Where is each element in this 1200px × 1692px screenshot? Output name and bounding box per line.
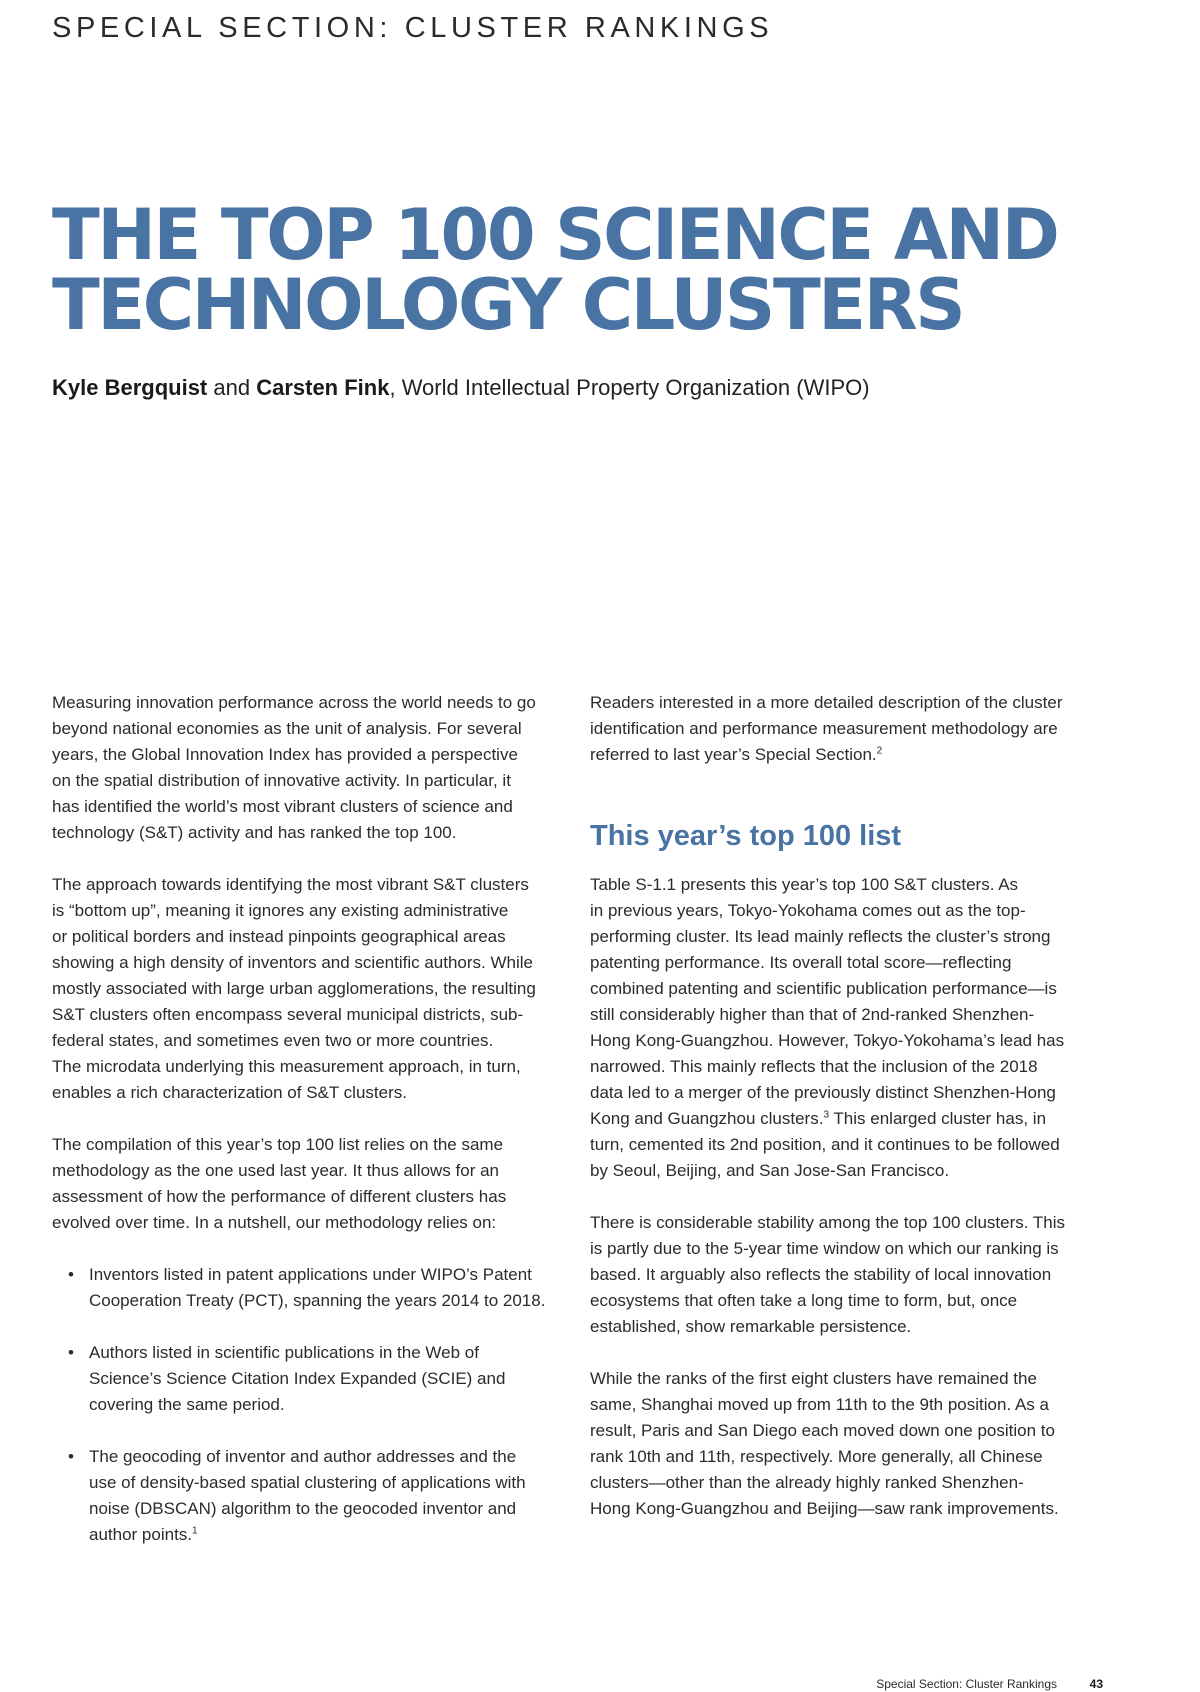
text-line: performing cluster. Its lead mainly reflects the cluster’s strong [590, 927, 1051, 946]
text-line: covering the same period. [89, 1395, 285, 1414]
text-line: referred to last year’s Special Section. [590, 745, 877, 764]
methodology-list [52, 1262, 582, 1548]
text-line: or political borders and instead pinpoints geographical areas [52, 927, 506, 946]
text-line: based. It arguably also reflects the stability of local innovation [590, 1265, 1052, 1284]
text-line: There is considerable stability among the top 100 clusters. This [590, 1213, 1065, 1232]
text-fragment: This enlarged cluster has, in [829, 1109, 1047, 1128]
paragraph-methodology [52, 1132, 582, 1236]
text-line: data led to a merger of the previously distinct Shenzhen-Hong [590, 1083, 1056, 1102]
page-title [52, 194, 1058, 346]
list-item [52, 1444, 582, 1548]
bullet-icon: • [68, 1343, 74, 1362]
author-2: Carsten Fink [256, 375, 390, 400]
text-line: rank 10th and 11th, respectively. More generally, all Chinese [590, 1447, 1043, 1466]
text-line: technology (S&T) activity and has ranked the top 100. [52, 823, 457, 842]
text-line [590, 1109, 1046, 1128]
text-line: patenting performance. Its overall total score—reflecting [590, 953, 1012, 972]
bullet-icon: • [68, 1265, 74, 1284]
title-line-1: THE TOP 100 SCIENCE AND [52, 194, 1058, 276]
section-subheading: This year’s top 100 list [590, 820, 902, 852]
text-line: combined patenting and scientific publication performance—is [590, 979, 1057, 998]
paragraph-approach [52, 872, 582, 1106]
text-line: same, Shanghai moved up from 11th to the 9th position. As a [590, 1395, 1049, 1414]
text-line: use of density-based spatial clustering of applications with [89, 1473, 526, 1492]
text-line: Measuring innovation performance across the world needs to go [52, 693, 536, 712]
text-line: Table S-1.1 presents this year’s top 100 S&T clusters. As [590, 875, 1019, 894]
text-line: The microdata underlying this measurement approach, in turn, [52, 1057, 521, 1076]
text-line: result, Paris and San Diego each moved down one position to [590, 1421, 1055, 1440]
text-line: has identified the world’s most vibrant clusters of science and [52, 797, 513, 816]
paragraph-readers [590, 690, 1100, 768]
byline-conjunction: and [207, 375, 257, 400]
text-line: S&T clusters often encompass several municipal districts, sub- [52, 1005, 524, 1024]
text-line: on the spatial distribution of innovative activity. In particular, it [52, 771, 511, 790]
list-item [52, 1262, 582, 1314]
text-line: Hong Kong-Guangzhou and Beijing—saw rank improvements. [590, 1499, 1059, 1518]
page-number: 43 [1089, 1677, 1103, 1691]
text-line: showing a high density of inventors and scientific authors. While [52, 953, 533, 972]
list-item [52, 1340, 582, 1418]
text-line: The geocoding of inventor and author addresses and the [89, 1447, 517, 1466]
text-line: noise (DBSCAN) algorithm to the geocoded inventor and [89, 1499, 517, 1518]
text-line: Science’s Science Citation Index Expanded (SCIE) and [89, 1369, 506, 1388]
text-line: Readers interested in a more detailed description of the cluster [590, 693, 1063, 712]
text-line: established, show remarkable persistence. [590, 1317, 912, 1336]
text-line: While the ranks of the first eight clusters have remained the [590, 1369, 1037, 1388]
text-line: narrowed. This mainly reflects that the inclusion of the 2018 [590, 1057, 1038, 1076]
text-line: Hong Kong-Guangzhou. However, Tokyo-Yokohama’s lead has [590, 1031, 1065, 1050]
page-footer [0, 1677, 1200, 1692]
text-line: still considerably higher than that of 2nd-ranked Shenzhen- [590, 1005, 1035, 1024]
text-line: is “bottom up”, meaning it ignores any existing administrative [52, 901, 509, 920]
right-column [590, 690, 1100, 1548]
text-line: enables a rich characterization of S&T clusters. [52, 1083, 407, 1102]
text-line: author points. [89, 1525, 193, 1544]
footnote-ref[interactable]: 1 [192, 1525, 198, 1537]
text-line: Cooperation Treaty (PCT), spanning the years 2014 to 2018. [89, 1291, 546, 1310]
text-line: is partly due to the 5-year time window on which our ranking is [590, 1239, 1059, 1258]
text-line: Authors listed in scientific publications in the Web of [89, 1343, 479, 1362]
text-line: ecosystems that often take a long time to form, but, once [590, 1291, 1018, 1310]
affiliation: , World Intellectual Property Organization (WIPO) [389, 375, 870, 400]
text-line: clusters—other than the already highly ranked Shenzhen- [590, 1473, 1024, 1492]
section-header: SPECIAL SECTION: CLUSTER RANKINGS [52, 12, 774, 44]
text-line: evolved over time. In a nutshell, our methodology relies on: [52, 1213, 497, 1232]
title-line-2: TECHNOLOGY CLUSTERS [52, 264, 964, 346]
bullet-icon: • [68, 1447, 74, 1466]
text-fragment: Kong and Guangzhou clusters. [590, 1109, 824, 1128]
paragraph-ranks [590, 1366, 1100, 1522]
text-line: The approach towards identifying the most vibrant S&T clusters [52, 875, 529, 894]
text-line: federal states, and sometimes even two or more countries. [52, 1031, 494, 1050]
left-column [52, 690, 582, 1548]
text-line: years, the Global Innovation Index has provided a perspective [52, 745, 518, 764]
text-line: The compilation of this year’s top 100 list relies on the same [52, 1135, 504, 1154]
byline [52, 375, 870, 401]
footer-title: Special Section: Cluster Rankings [876, 1677, 1057, 1691]
text-line: in previous years, Tokyo-Yokohama comes out as the top- [590, 901, 1026, 920]
footnote-ref[interactable]: 2 [876, 745, 883, 757]
author-1: Kyle Bergquist [52, 375, 208, 400]
text-line: beyond national economies as the unit of analysis. For several [52, 719, 522, 738]
text-line: assessment of how the performance of different clusters has [52, 1187, 507, 1206]
footnote-ref[interactable]: 3 [823, 1109, 829, 1121]
text-line: turn, cemented its 2nd position, and it continues to be followed [590, 1135, 1060, 1154]
text-line: mostly associated with large urban agglomerations, the resulting [52, 979, 536, 998]
paragraph-stability [590, 1210, 1100, 1340]
text-line: by Seoul, Beijing, and San Jose-San Francisco. [590, 1161, 950, 1180]
text-line: identification and performance measurement methodology are [590, 719, 1058, 738]
paragraph-intro [52, 690, 582, 846]
text-line: methodology as the one used last year. It thus allows for an [52, 1161, 499, 1180]
paragraph-top-list [590, 872, 1100, 1184]
text-line: Inventors listed in patent applications under WIPO’s Patent [89, 1265, 532, 1284]
